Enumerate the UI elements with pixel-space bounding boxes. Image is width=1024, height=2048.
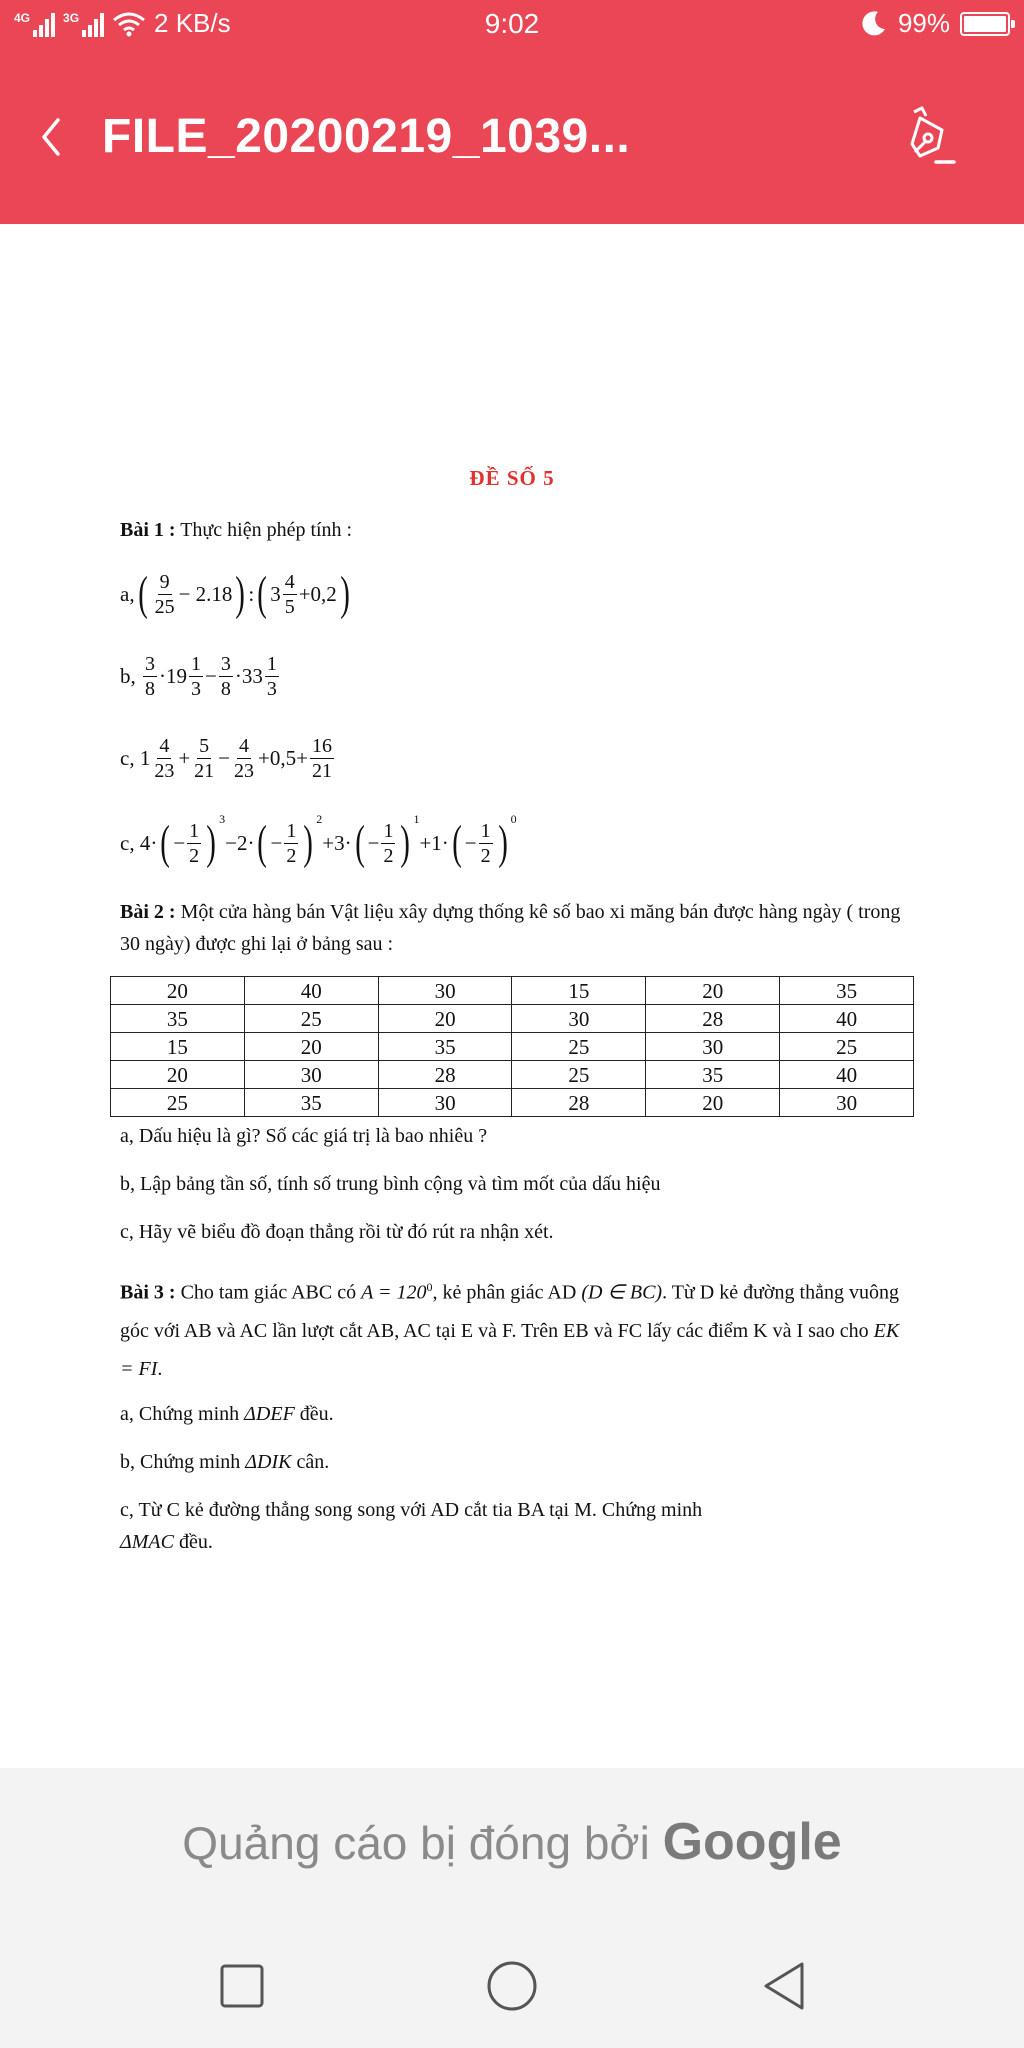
back-arrow-icon[interactable]	[32, 112, 72, 162]
expr-b: b, $\frac{3}{8}$ ·19 $\frac{1}{3}$ − $\frac{3}{8}$ ·33 $\frac{1}{3}$	[120, 652, 277, 700]
app-bar	[0, 52, 1024, 224]
q2-a: a, Dấu hiệu là gì? Số các giá trị là bao nhiêu ?	[120, 1125, 488, 1147]
table-cell: 25	[111, 1089, 245, 1117]
table-cell: 30	[512, 1005, 646, 1033]
table-cell: 35	[111, 1005, 245, 1033]
table-cell: 20	[111, 1061, 245, 1089]
table-cell: 25	[780, 1033, 914, 1061]
table-cell: 20	[111, 977, 245, 1005]
table-cell: 25	[512, 1061, 646, 1089]
ad-banner[interactable]	[0, 1768, 1024, 1918]
home-icon[interactable]	[484, 1958, 540, 2014]
table-row	[111, 1061, 914, 1089]
expr-a: a, ( $\frac{9}{25}$ − 2.18 ) : ( 3 $\frac{4}{5}$ +0,2 )	[120, 567, 350, 620]
status-time: 9:02	[484, 8, 540, 39]
table-cell: 30	[646, 1033, 780, 1061]
signal-4g-icon: 4G	[14, 11, 55, 37]
signal-3g-icon: 3G	[63, 11, 104, 37]
back-nav-icon[interactable]	[756, 1958, 812, 2014]
table-cell: 20	[378, 1005, 512, 1033]
ad-closed-text: Quảng cáo bị đóng bởi Google	[182, 1813, 842, 1871]
battery-icon	[960, 12, 1010, 36]
table-cell: 25	[512, 1033, 646, 1061]
table-cell: 40	[244, 977, 378, 1005]
table-cell: 35	[646, 1061, 780, 1089]
table-cell: 28	[646, 1005, 780, 1033]
table-cell: 40	[780, 1005, 914, 1033]
network-speed: 2 KB/s	[154, 8, 231, 38]
table-cell: 30	[378, 1089, 512, 1117]
data-table	[110, 976, 914, 1117]
exam-title: ĐỀ SỐ 5	[469, 466, 555, 490]
table-cell: 20	[646, 1089, 780, 1117]
battery-percent: 99%	[897, 8, 950, 38]
table-cell: 28	[378, 1061, 512, 1089]
table-cell: 35	[780, 977, 914, 1005]
table-cell: 35	[378, 1033, 512, 1061]
table-cell: 30	[780, 1089, 914, 1117]
bai3-heading: Bài 3 : Cho tam giác ABC có $A = 120^0$, kẻ phân giác AD (D ∈ BC). Từ D kẻ đường thẳng vuông góc với AB và AC lần lượt cắt AB, AC tại E và F. Trên EB và FC lấy các điểm K và I sao cho EK = FI.	[120, 1280, 900, 1380]
table-cell: 30	[378, 977, 512, 1005]
table-cell: 35	[244, 1089, 378, 1117]
moon-icon	[858, 9, 888, 39]
q3-a: a, Chứng minh ΔDEF đều.	[120, 1403, 334, 1425]
file-title: FILE_20200219_1039...	[102, 110, 631, 163]
q2-c: c, Hãy vẽ biểu đồ đoạn thẳng rồi từ đó rút ra nhận xét.	[120, 1221, 554, 1243]
expr-c: c, 1 $\frac{4}{23}$ + $\frac{5}{21}$ − $\frac{4}{23}$ +0,5+ $\frac{16}{21}$	[120, 734, 332, 782]
table-cell: 20	[244, 1033, 378, 1061]
q3-c: c, Từ C kẻ đường thẳng song song với AD cắt tia BA tại M. Chứng minh ΔMAC đều.	[120, 1499, 703, 1553]
q2-b: b, Lập bảng tần số, tính số trung bình cộng và tìm mốt của dấu hiệu	[120, 1173, 661, 1195]
table-cell: 28	[512, 1089, 646, 1117]
recent-apps-icon[interactable]	[214, 1958, 270, 2014]
q3-b: b, Chứng minh ΔDIK cân.	[120, 1451, 330, 1473]
bai1-heading: Bài 1 : Thực hiện phép tính :	[120, 519, 353, 541]
expr-d: c, 4· ( − $\frac{1}{2}$ ) 3 −2· ( − $\frac{1}{2}$ ) 2 +3· ( − $\frac{1}{2}$ ) 1 +1· ( − $\frac{1}{2}$ ) 0	[120, 811, 517, 869]
pdf-page[interactable]	[0, 224, 1024, 1768]
table-row	[111, 977, 914, 1005]
status-right	[858, 8, 1010, 39]
table-cell: 30	[244, 1061, 378, 1089]
table-cell: 25	[244, 1005, 378, 1033]
table-row	[111, 1089, 914, 1117]
table-row	[111, 1033, 914, 1061]
table-row	[111, 1005, 914, 1033]
table-cell: 20	[646, 977, 780, 1005]
navigation-bar	[0, 1918, 1024, 2048]
table-cell: 40	[780, 1061, 914, 1089]
status-bar	[0, 0, 1024, 52]
table-cell: 15	[111, 1033, 245, 1061]
sign-pen-icon[interactable]	[900, 104, 960, 168]
bai2-heading: Bài 2 : Một cửa hàng bán Vật liệu xây dựng thống kê số bao xi măng bán được hàng ngày ( trong 30 ngày) được ghi lại ở bảng sau :	[120, 901, 901, 955]
table-cell: 15	[512, 977, 646, 1005]
google-logo: Google	[662, 1813, 842, 1871]
